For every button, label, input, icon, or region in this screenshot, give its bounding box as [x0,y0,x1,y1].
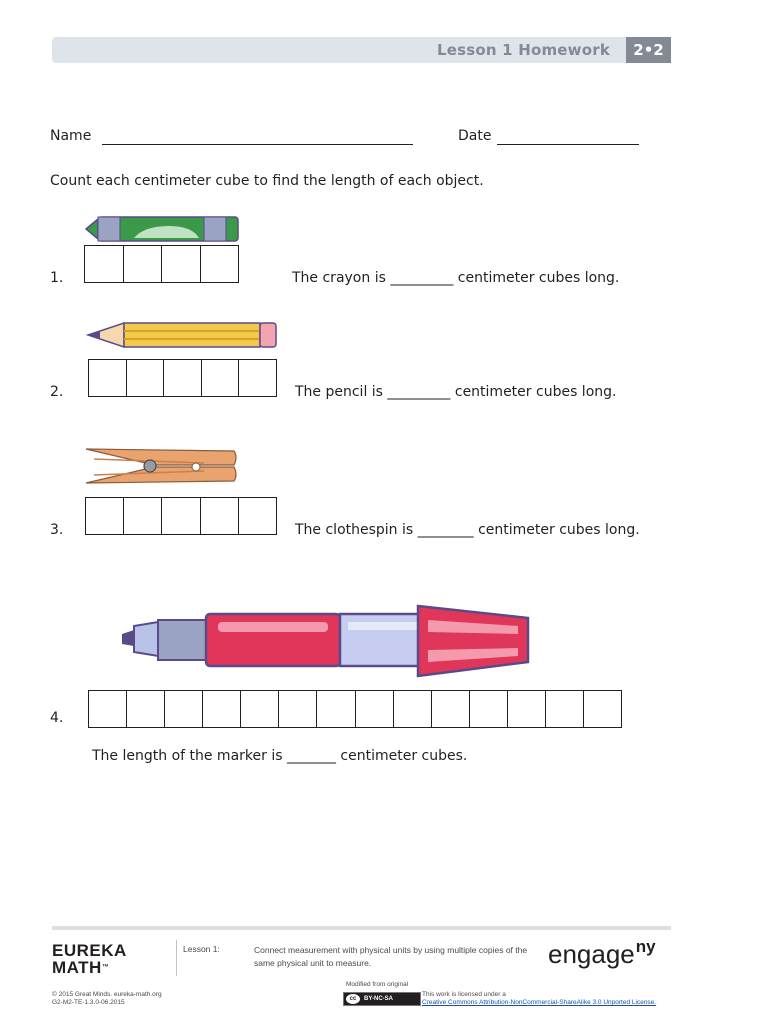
license-link[interactable]: Creative Commons Attribution-NonCommercial-ShareAlike 3.0 Unported License. [422,999,657,1006]
problem-number: 4. [50,710,64,726]
footer-divider [176,940,177,976]
date-label: Date [458,128,492,144]
cube [201,246,239,282]
cube [201,498,239,534]
engage-text: engage [548,939,635,969]
cube [508,691,546,727]
cube [470,691,508,727]
problem-number: 3. [50,522,64,538]
cc-license-badge[interactable] [343,992,421,1006]
document-code: G2-M2-TE-1.3.0-06.2015 [52,999,125,1006]
logo-line-1: EUREKA [52,941,127,960]
cube [202,360,240,396]
cube [162,498,200,534]
license-prefix: This work is licensed under a [422,991,506,998]
cube-row-1 [84,245,239,283]
lesson-badge: 2•2 [626,37,671,63]
cube-row-3 [85,497,277,535]
marker-icon [118,604,532,680]
cube [127,360,165,396]
cube [124,498,162,534]
cube [239,498,276,534]
cube [124,246,163,282]
cube [317,691,355,727]
instructions: Count each centimeter cube to find the length of each object. [50,173,484,189]
cube-row-2 [88,359,277,397]
lesson-label: Lesson 1: [183,944,220,954]
cc-badge-text: BY-NC-SA [364,996,394,1002]
cube [356,691,394,727]
footer-rule [52,926,671,930]
engageny-logo [548,937,656,970]
problem-text: The pencil is _________ centimeter cubes long. [295,384,617,400]
cube-row-4 [88,690,622,728]
lesson-description: Connect measurement with physical units by using multiple copies of the same physical unit to measure. [254,945,528,968]
cube [241,691,279,727]
cube [127,691,165,727]
cube [164,360,202,396]
engage-sup: ny [635,937,656,956]
cube [89,691,127,727]
crayon-icon [84,214,240,244]
cube [239,360,276,396]
date-field[interactable] [497,144,639,145]
copyright: © 2015 Great Minds. eureka-math.org [52,991,162,998]
problem-number: 1. [50,270,64,286]
modified-note: Modified from original [346,981,409,988]
cube [279,691,317,727]
problem-text: The clothespin is ________ centimeter cubes long. [295,522,640,538]
name-label: Name [50,128,92,144]
cube [546,691,584,727]
cube [165,691,203,727]
cube [85,246,124,282]
cube [86,498,124,534]
cube [162,246,201,282]
cc-icon: cc [346,994,360,1004]
cube [89,360,127,396]
cube [203,691,241,727]
cube [432,691,470,727]
cube [394,691,432,727]
logo-line-2: MATH [52,958,102,977]
page-title: Lesson 1 Homework [436,41,610,59]
cube [584,691,621,727]
problem-text: The crayon is _________ centimeter cubes long. [292,270,620,286]
eureka-math-logo [52,942,127,976]
pencil-icon [86,319,280,351]
clothespin-icon [84,445,240,487]
problem-number: 2. [50,384,64,400]
problem-text: The length of the marker is _______ centimeter cubes. [92,748,468,764]
trademark: ™ [101,964,110,971]
name-field[interactable] [102,144,413,145]
